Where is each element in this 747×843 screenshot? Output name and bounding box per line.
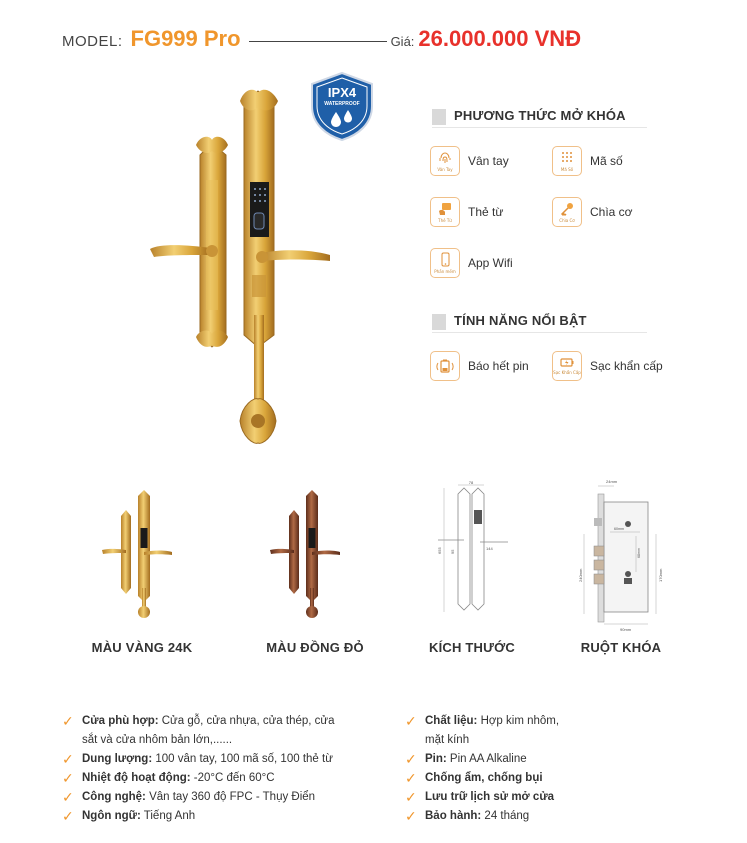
spec-item-continuation: sắt và cửa nhôm bản lớn,......: [82, 734, 233, 746]
spec-item: ✓ Chất liệu: Hợp kim nhôm,: [405, 713, 560, 729]
svg-text:24mm: 24mm: [606, 479, 618, 484]
svg-text:95: 95: [450, 549, 455, 554]
feature-fingerprint: [430, 146, 509, 176]
svg-text:78: 78: [468, 480, 474, 485]
keypad-icon: Mã Số: [552, 146, 582, 176]
svg-text:144: 144: [486, 546, 493, 551]
check-icon: ✓: [62, 789, 74, 805]
price-label: Giá:: [390, 34, 415, 49]
svg-text:60mm: 60mm: [614, 527, 624, 531]
feature-label: Báo hết pin: [468, 359, 529, 373]
lock-core-drawing: [574, 474, 674, 634]
feature-label: Vân tay: [468, 154, 509, 168]
lock-gold-image: [100, 488, 182, 620]
check-icon: ✓: [62, 713, 74, 729]
check-icon: ✓: [62, 770, 74, 786]
feature-label: App Wifi: [468, 256, 513, 270]
phone-icon: Phần mềm: [430, 248, 460, 278]
variant-core-label: RUỘT KHÓA: [580, 640, 662, 655]
unlock-methods-header: [432, 106, 647, 128]
spec-item: ✓ Lưu trữ lịch sử mở cửa: [405, 789, 555, 805]
spec-item-continuation: mặt kính: [425, 734, 470, 746]
check-icon: ✓: [62, 808, 74, 824]
badge-title: IPX4: [327, 85, 357, 100]
product-header: [62, 26, 702, 56]
badge-subtitle: WATERPROOF: [324, 101, 360, 107]
charging-icon: Sạc Khẩn Cấp: [552, 351, 582, 381]
unlock-methods-title: PHƯƠNG THỨC MỞ KHÓA: [454, 108, 626, 123]
check-icon: ✓: [405, 789, 417, 805]
feature-emergency-charge: [552, 351, 663, 381]
header-divider: [249, 41, 387, 42]
variant-copper-label: MÀU ĐỒNG ĐỎ: [266, 640, 364, 655]
feature-keypad: [552, 146, 623, 176]
spec-item: ✓ Chống ẩm, chống bụi: [405, 770, 543, 786]
spec-item: ✓ Công nghệ: Vân tay 360 độ FPC - Thụy Điển: [62, 789, 316, 805]
feature-label: Sạc khẩn cấp: [590, 359, 663, 373]
check-icon: ✓: [405, 808, 417, 824]
svg-text:170mm: 170mm: [658, 568, 663, 582]
check-icon: ✓: [62, 751, 74, 767]
svg-text:655: 655: [437, 547, 442, 554]
svg-text:240mm: 240mm: [578, 568, 583, 582]
spec-item: ✓ Nhiệt độ hoạt động: -20°C đến 60°C: [62, 770, 275, 786]
svg-text:90mm: 90mm: [620, 627, 632, 632]
specs-left: [62, 712, 382, 826]
price-value: 26.000.000 VNĐ: [418, 26, 582, 51]
spec-item: ✓ Pin: Pin AA Alkaline: [405, 751, 527, 767]
specs-right: [405, 712, 685, 826]
variant-size-label: KÍCH THƯỚC: [429, 640, 515, 655]
model-name: FG999 Pro: [130, 26, 241, 51]
variant-gold-label: MÀU VÀNG 24K: [91, 640, 193, 655]
svg-text:68mm: 68mm: [637, 548, 641, 558]
dimension-drawing: [428, 480, 514, 628]
check-icon: ✓: [405, 751, 417, 767]
feature-label: Chìa cơ: [590, 205, 633, 219]
check-icon: ✓: [405, 713, 417, 729]
feature-app-wifi: [430, 248, 513, 278]
check-icon: ✓: [405, 770, 417, 786]
battery-icon: [430, 351, 460, 381]
spec-item: ✓ Cửa phù hợp: Cửa gỗ, cửa nhựa, cửa thép, cửa: [62, 713, 335, 729]
feature-label: Thẻ từ: [468, 205, 504, 219]
model-label: MODEL:: [62, 33, 123, 50]
feature-label: Mã số: [590, 154, 623, 168]
card-icon: Thẻ Từ: [430, 197, 460, 227]
feature-card: [430, 197, 503, 227]
spec-item: ✓ Dung lượng: 100 vân tay, 100 mã số, 100 thẻ từ: [62, 751, 333, 767]
highlights-title: TÍNH NĂNG NỔI BẬT: [454, 313, 587, 328]
lock-main-image: [150, 85, 340, 455]
feature-key: [552, 197, 633, 227]
key-icon: Chìa Cơ: [552, 197, 582, 227]
highlights-header: [432, 311, 647, 333]
fingerprint-icon: Vân Tay: [430, 146, 460, 176]
spec-item: ✓ Bảo hành: 24 tháng: [405, 808, 530, 824]
feature-low-battery: [430, 351, 529, 381]
lock-copper-image: [268, 488, 350, 620]
spec-item: ✓ Ngôn ngữ: Tiếng Anh: [62, 808, 196, 824]
